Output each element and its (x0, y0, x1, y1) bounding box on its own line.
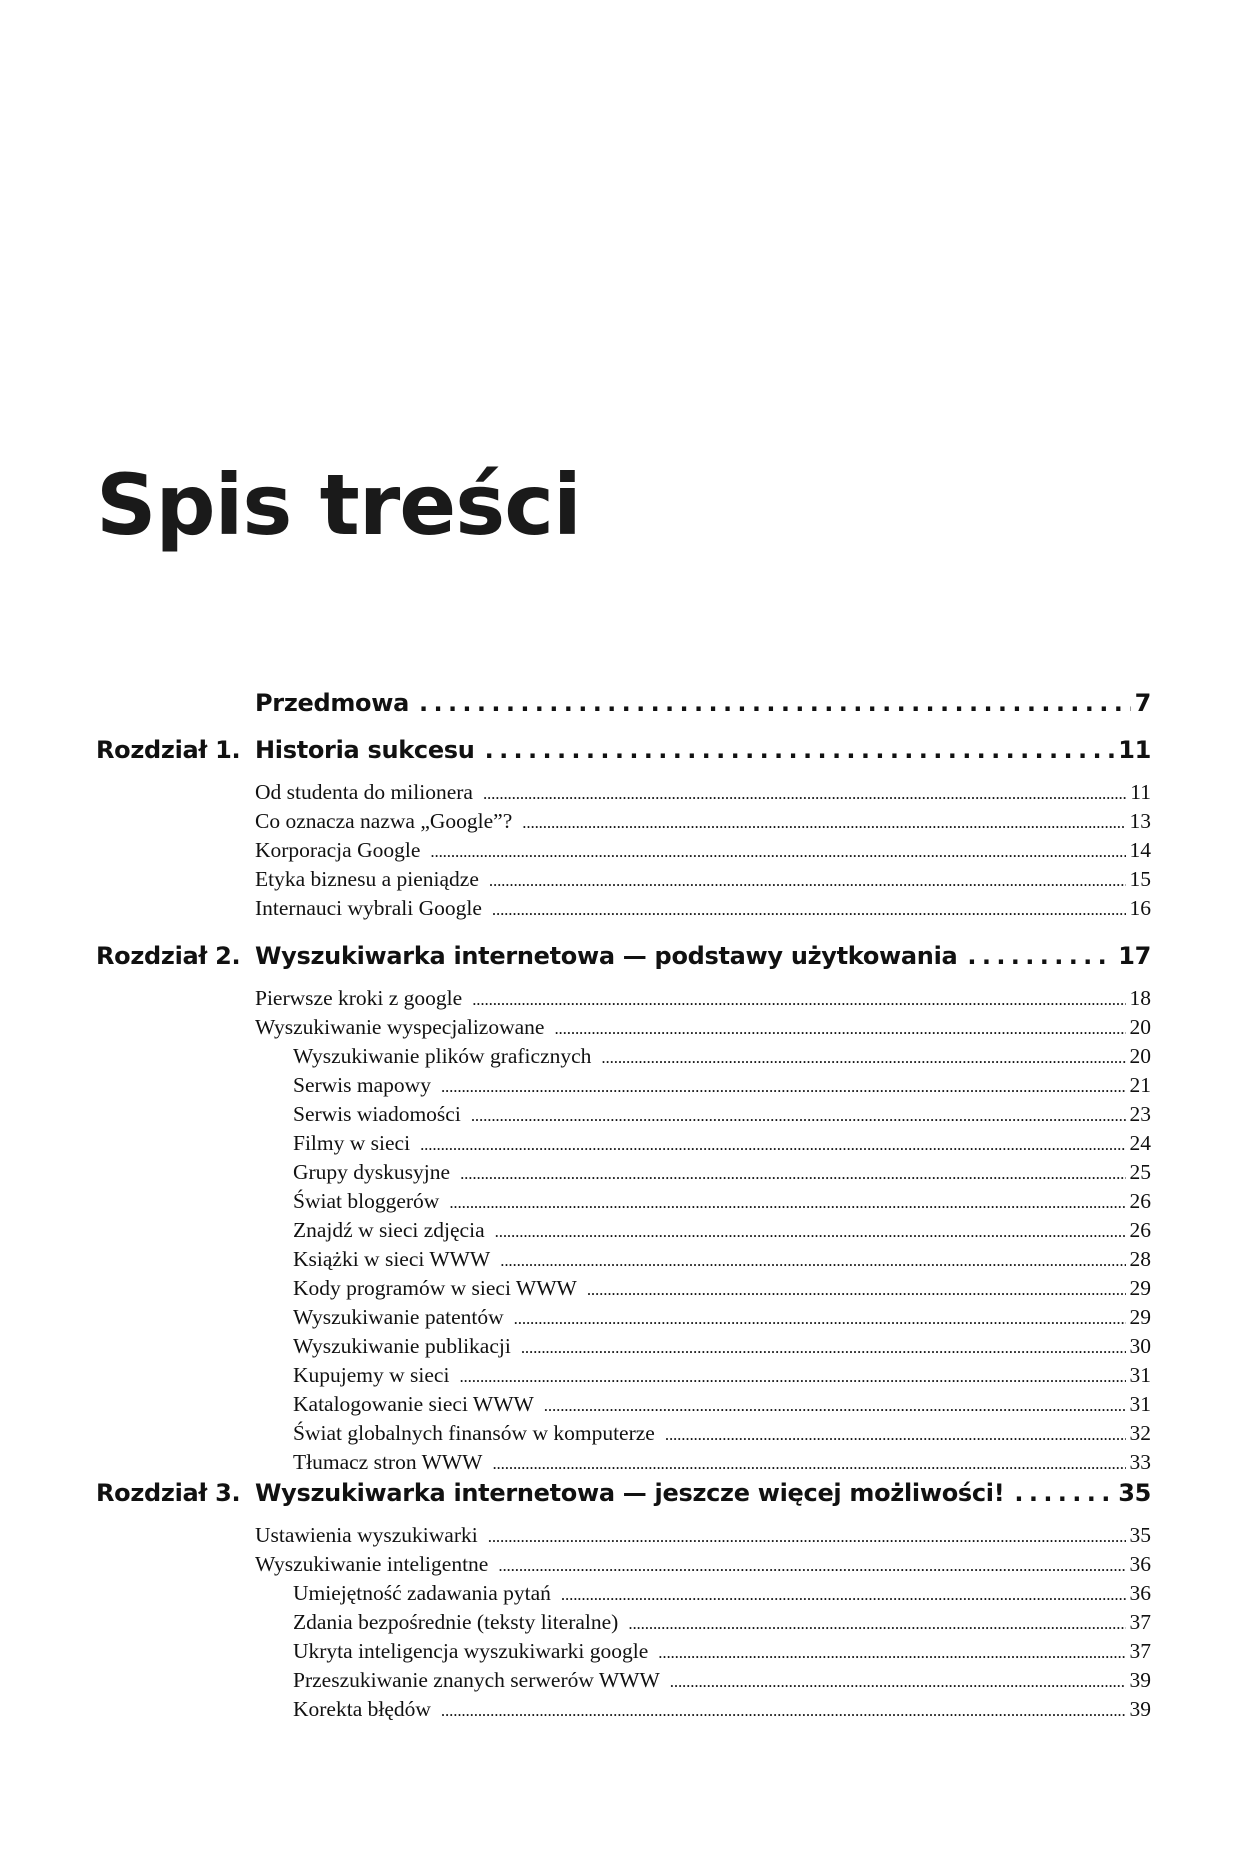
entry-title: Od studenta do milionera (255, 780, 473, 804)
toc-subsection-entry[interactable] (293, 1129, 1151, 1157)
entry-title: Świat bloggerów (293, 1189, 440, 1213)
chapter-number: Rozdział 3. (96, 1479, 241, 1507)
toc-chapter-entry[interactable] (255, 1477, 1151, 1509)
toc-subsection-entry[interactable] (293, 1158, 1151, 1186)
page-number: 20 (1129, 1044, 1151, 1068)
page-number: 37 (1129, 1610, 1151, 1634)
dot-leader (419, 687, 1131, 719)
page-number: 25 (1129, 1160, 1151, 1184)
dot-leader (665, 1421, 1126, 1449)
dot-leader (492, 1450, 1125, 1478)
entry-title: Wyszukiwanie patentów (293, 1305, 504, 1329)
page-number: 39 (1129, 1697, 1151, 1721)
entry-title: Umiejętność zadawania pytań (293, 1581, 551, 1605)
toc-subsection-entry[interactable] (293, 1361, 1151, 1389)
entry-title: Korporacja Google (255, 838, 421, 862)
dot-leader (420, 1131, 1125, 1159)
dot-leader (471, 1102, 1126, 1130)
page-number: 35 (1129, 1523, 1151, 1547)
dot-leader (522, 809, 1125, 837)
toc-subsection-entry[interactable] (293, 1579, 1151, 1607)
page-number: 31 (1129, 1363, 1151, 1387)
toc-chapter-entry[interactable] (255, 940, 1151, 972)
page-number: 35 (1118, 1479, 1151, 1507)
page-title: Spis treści (96, 456, 581, 554)
toc-section-entry[interactable] (255, 836, 1151, 864)
entry-title: Wyszukiwanie plików graficznych (293, 1044, 592, 1068)
entry-title: Tłumacz stron WWW (293, 1450, 483, 1474)
entry-title: Katalogowanie sieci WWW (293, 1392, 534, 1416)
toc-subsection-entry[interactable] (293, 1637, 1151, 1665)
entry-title: Pierwsze kroki z google (255, 986, 463, 1010)
dot-leader (554, 1015, 1125, 1043)
page-number: 14 (1129, 838, 1151, 862)
dot-leader (492, 896, 1126, 924)
toc-subsection-entry[interactable] (293, 1448, 1151, 1476)
page-number: 28 (1129, 1247, 1151, 1271)
page-number: 32 (1129, 1421, 1151, 1445)
dot-leader (561, 1581, 1126, 1609)
entry-title: Znajdź w sieci zdjęcia (293, 1218, 485, 1242)
page-number: 36 (1129, 1552, 1151, 1576)
page-number: 17 (1118, 942, 1151, 970)
dot-leader (449, 1189, 1125, 1217)
entry-title: Kody programów w sieci WWW (293, 1276, 577, 1300)
dot-leader (1014, 1477, 1114, 1509)
entry-title: Serwis mapowy (293, 1073, 431, 1097)
entry-title: Zdania bezpośrednie (teksty literalne) (293, 1610, 619, 1634)
toc-subsection-entry[interactable] (293, 1042, 1151, 1070)
entry-title: Etyka biznesu a pieniądze (255, 867, 479, 891)
dot-leader (441, 1073, 1126, 1101)
chapter-number: Rozdział 2. (96, 942, 241, 970)
dot-leader (967, 940, 1114, 972)
entry-title: Wyszukiwanie wyspecjalizowane (255, 1015, 545, 1039)
page-number: 24 (1129, 1131, 1151, 1155)
page-number: 11 (1130, 780, 1151, 804)
toc-subsection-entry[interactable] (293, 1303, 1151, 1331)
page-number: 29 (1129, 1305, 1151, 1329)
toc-chapter-entry[interactable] (255, 687, 1151, 719)
page-number: 20 (1129, 1015, 1151, 1039)
toc-subsection-entry[interactable] (293, 1390, 1151, 1418)
entry-title: Wyszukiwanie publikacji (293, 1334, 511, 1358)
dot-leader (489, 867, 1126, 895)
page-number: 31 (1129, 1392, 1151, 1416)
toc-subsection-entry[interactable] (293, 1666, 1151, 1694)
dot-leader (544, 1392, 1126, 1420)
dot-leader (485, 734, 1115, 766)
dot-leader (587, 1276, 1126, 1304)
page-number: 7 (1134, 689, 1151, 717)
toc-section-entry[interactable] (255, 984, 1151, 1012)
dot-leader (521, 1334, 1126, 1362)
toc-subsection-entry[interactable] (293, 1245, 1151, 1273)
dot-leader (472, 986, 1125, 1014)
toc-subsection-entry[interactable] (293, 1216, 1151, 1244)
entry-title: Serwis wiadomości (293, 1102, 461, 1126)
dot-leader (601, 1044, 1125, 1072)
dot-leader (500, 1247, 1125, 1275)
page-number: 11 (1118, 736, 1151, 764)
toc-subsection-entry[interactable] (293, 1608, 1151, 1636)
page-number: 29 (1129, 1276, 1151, 1300)
toc-section-entry[interactable] (255, 807, 1151, 835)
toc-subsection-entry[interactable] (293, 1071, 1151, 1099)
entry-title: Ustawienia wyszukiwarki (255, 1523, 478, 1547)
entry-title: Przeszukiwanie znanych serwerów WWW (293, 1668, 660, 1692)
page-number: 30 (1129, 1334, 1151, 1358)
toc-section-entry[interactable] (255, 778, 1151, 806)
toc-chapter-entry[interactable] (255, 734, 1151, 766)
dot-leader (483, 780, 1126, 808)
dot-leader (628, 1610, 1125, 1638)
entry-title: Kupujemy w sieci (293, 1363, 450, 1387)
dot-leader (498, 1552, 1125, 1580)
entry-title: Korekta błędów (293, 1697, 431, 1721)
entry-title: Co oznacza nazwa „Google”? (255, 809, 513, 833)
entry-title: Ukryta inteligencja wyszukiwarki google (293, 1639, 649, 1663)
page-number: 15 (1129, 867, 1151, 891)
dot-leader (460, 1160, 1125, 1188)
toc-subsection-entry[interactable] (293, 1187, 1151, 1215)
toc-section-entry[interactable] (255, 1550, 1151, 1578)
entry-title: Grupy dyskusyjne (293, 1160, 451, 1184)
entry-title: Świat globalnych finansów w komputerze (293, 1421, 655, 1445)
dot-leader (495, 1218, 1126, 1246)
chapter-title: Historia sukcesu (255, 736, 475, 764)
dot-leader (441, 1697, 1126, 1725)
dot-leader (670, 1668, 1126, 1696)
entry-title: Internauci wybrali Google (255, 896, 482, 920)
toc-subsection-entry[interactable] (293, 1274, 1151, 1302)
page-number: 26 (1129, 1189, 1151, 1213)
toc-section-entry[interactable] (255, 865, 1151, 893)
dot-leader (488, 1523, 1126, 1551)
chapter-title: Przedmowa (255, 689, 410, 717)
toc-subsection-entry[interactable] (293, 1100, 1151, 1128)
page-number: 37 (1129, 1639, 1151, 1663)
page-number: 21 (1129, 1073, 1151, 1097)
entry-title: Filmy w sieci (293, 1131, 411, 1155)
page-number: 39 (1129, 1668, 1151, 1692)
toc-subsection-entry[interactable] (293, 1695, 1151, 1723)
chapter-title: Wyszukiwarka internetowa — podstawy użytkowania (255, 942, 958, 970)
entry-title: Wyszukiwanie inteligentne (255, 1552, 489, 1576)
toc-section-entry[interactable] (255, 1013, 1151, 1041)
dot-leader (658, 1639, 1125, 1667)
entry-title: Książki w sieci WWW (293, 1247, 491, 1271)
chapter-title: Wyszukiwarka internetowa — jeszcze więcej możliwości! (255, 1479, 1005, 1507)
toc-subsection-entry[interactable] (293, 1332, 1151, 1360)
chapter-number: Rozdział 1. (96, 736, 241, 764)
dot-leader (514, 1305, 1126, 1333)
page-number: 26 (1129, 1218, 1151, 1242)
page-number: 33 (1129, 1450, 1151, 1474)
page-number: 36 (1129, 1581, 1151, 1605)
page-number: 13 (1129, 809, 1151, 833)
toc-section-entry[interactable] (255, 894, 1151, 922)
dot-leader (430, 838, 1125, 866)
page-number: 23 (1129, 1102, 1151, 1126)
page-number: 16 (1129, 896, 1151, 920)
dot-leader (459, 1363, 1125, 1391)
page-number: 18 (1129, 986, 1151, 1010)
toc-subsection-entry[interactable] (293, 1419, 1151, 1447)
toc-section-entry[interactable] (255, 1521, 1151, 1549)
